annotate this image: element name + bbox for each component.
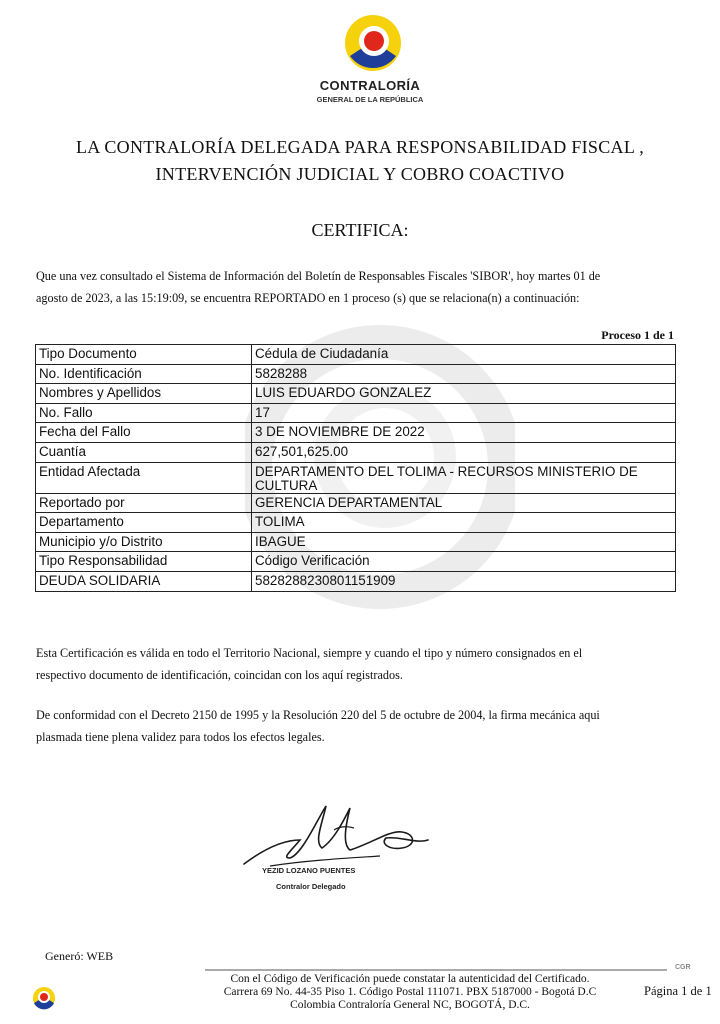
contraloria-logo	[300, 12, 440, 104]
row-label: No. Fallo	[36, 403, 252, 423]
row-value: GERENCIA DEPARTAMENTAL	[252, 493, 676, 513]
logo-org-sub: GENERAL DE LA REPÚBLICA	[316, 95, 424, 104]
footer-logo-icon	[32, 985, 56, 1011]
footer-divider	[205, 969, 667, 971]
footer-line-2: Carrera 69 No. 44-35 Piso 1. Código Postal 111071. PBX 5187000 - Bogotá D.C	[223, 986, 597, 998]
row-value: TOLIMA	[252, 513, 676, 533]
row-value: 5828288230801151909	[252, 571, 676, 591]
row-value: IBAGUE	[252, 532, 676, 552]
row-value: Cédula de Ciudadanía	[252, 345, 676, 365]
signatory-role: Contralor Delegado	[276, 882, 346, 891]
row-value: 5828288	[252, 364, 676, 384]
table-row	[36, 571, 676, 591]
decree-line-1: De conformidad con el Decreto 2150 de 1995 y la Resolución 220 del 5 de octubre de 2004, la firma mecánica aqui	[36, 708, 600, 722]
row-label: DEUDA SOLIDARIA	[36, 571, 252, 591]
row-label: Cuantía	[36, 442, 252, 462]
validity-line-2: respectivo documento de identificación, coincidan con los aquí registrados.	[36, 668, 403, 682]
process-details-table	[35, 344, 676, 592]
row-label: Nombres y Apellidos	[36, 384, 252, 404]
row-value: Código Verificación	[252, 552, 676, 572]
footer-text	[200, 973, 620, 1012]
validity-paragraph	[36, 642, 676, 686]
intro-line-2: agosto de 2023, a las 15:19:09, se encuentra REPORTADO en 1 proceso (s) que se relaciona(n) a continuación:	[36, 291, 580, 305]
table-row	[36, 345, 676, 365]
row-label: Reportado por	[36, 493, 252, 513]
table-row	[36, 423, 676, 443]
contraloria-emblem-icon	[344, 12, 402, 74]
row-label: Tipo Documento	[36, 345, 252, 365]
footer-cgr-mark: CGR	[675, 964, 691, 971]
certifica-heading: CERTIFICA:	[311, 220, 409, 240]
table-row	[36, 532, 676, 552]
page-number: Página 1 de 1	[644, 984, 712, 998]
intro-paragraph	[36, 265, 676, 309]
footer-line-3: Colombia Contraloría General NC, BOGOTÁ, D.C.	[290, 999, 530, 1011]
decree-paragraph	[36, 704, 676, 748]
signatory-name: YEZID LOZANO PUENTES	[262, 866, 356, 875]
row-label: Entidad Afectada	[36, 462, 252, 493]
document-title-line1: LA CONTRALORÍA DELEGADA PARA RESPONSABILIDAD FISCAL ,	[75, 137, 645, 157]
row-value: DEPARTAMENTO DEL TOLIMA - RECURSOS MINISTERIO DE CULTURA	[252, 462, 676, 493]
row-value: LUIS EDUARDO GONZALEZ	[252, 384, 676, 404]
proceso-count: Proceso 1 de 1	[601, 328, 674, 342]
row-label: Departamento	[36, 513, 252, 533]
decree-line-2: plasmada tiene plena validez para todos los efectos legales.	[36, 730, 325, 744]
table-row	[36, 552, 676, 572]
generated-by: Generó: WEB	[45, 949, 114, 963]
table-row	[36, 364, 676, 384]
row-label: Municipio y/o Distrito	[36, 532, 252, 552]
validity-line-1: Esta Certificación es válida en todo el Territorio Nacional, siempre y cuando el tipo y número consignados en el	[36, 646, 583, 660]
intro-line-1: Que una vez consultado el Sistema de Información del Boletín de Responsables Fiscales 'SIBOR', hoy martes 01 de	[36, 269, 601, 283]
table-row	[36, 462, 676, 493]
row-label: Tipo Responsabilidad	[36, 552, 252, 572]
table-row	[36, 442, 676, 462]
row-label: Fecha del Fallo	[36, 423, 252, 443]
table-row	[36, 513, 676, 533]
logo-org-name: CONTRALORÍA	[319, 78, 421, 93]
document-title-line2: INTERVENCIÓN JUDICIAL Y COBRO COACTIVO	[155, 164, 565, 184]
footer-line-1: Con el Código de Verificación puede constatar la autenticidad del Certificado.	[230, 973, 590, 985]
row-value: 627,501,625.00	[252, 442, 676, 462]
table-row	[36, 384, 676, 404]
table-row	[36, 493, 676, 513]
row-value: 3 DE NOVIEMBRE DE 2022	[252, 423, 676, 443]
row-label: No. Identificación	[36, 364, 252, 384]
table-row	[36, 403, 676, 423]
row-value: 17	[252, 403, 676, 423]
